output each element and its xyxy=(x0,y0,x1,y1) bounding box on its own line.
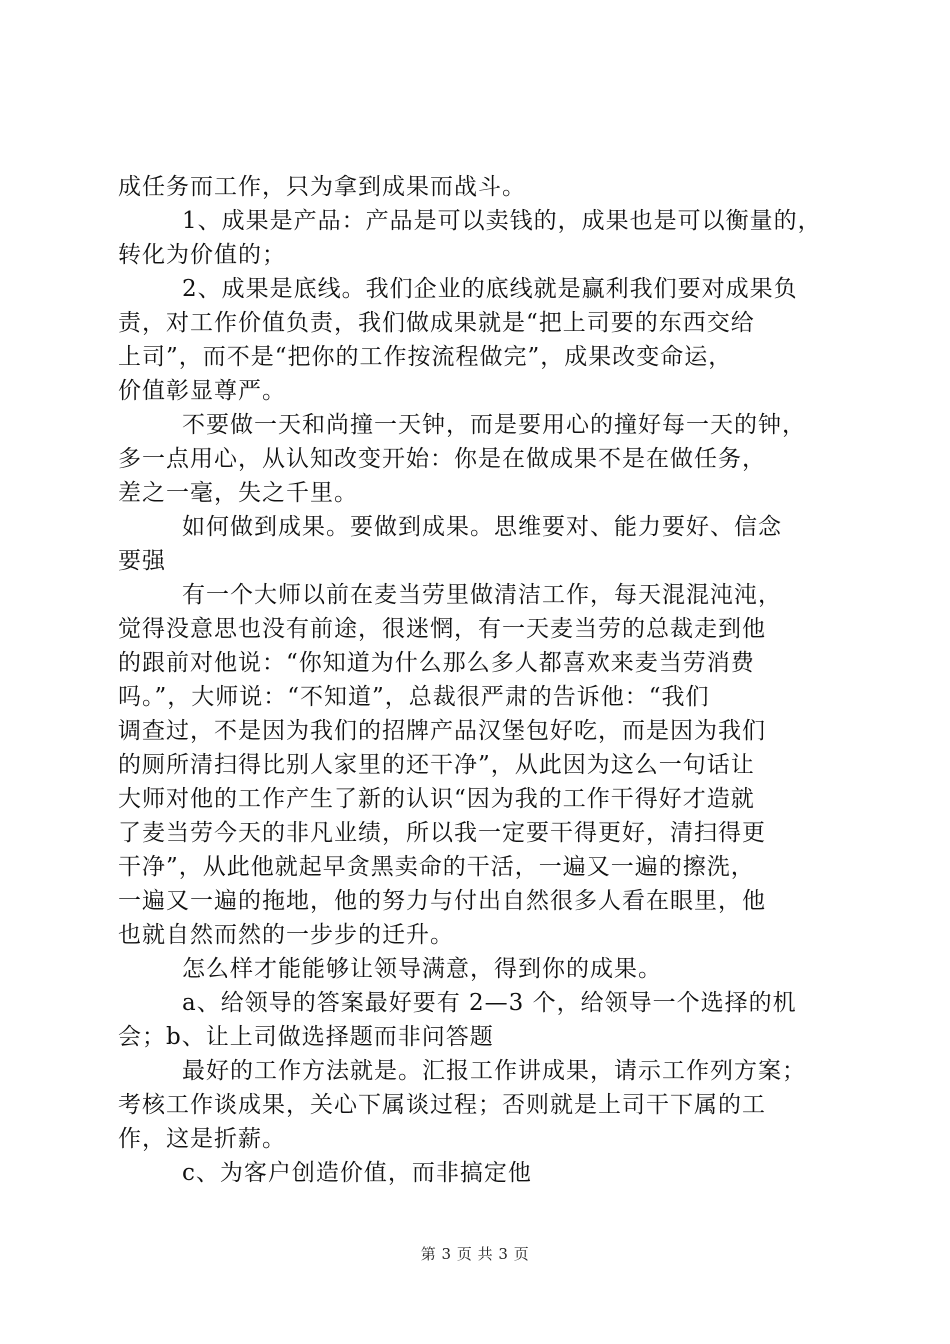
text-line: 最好的工作方法就是。汇报工作讲成果，请示工作列方案； xyxy=(182,1058,806,1084)
text-line: 责，对工作价值负责，我们做成果就是“把上司要的东西交给 xyxy=(118,310,755,336)
text-line: 也就自然而然的一步步的迁升。 xyxy=(118,922,454,948)
text-line: 一遍又一遍的拖地，他的努力与付出自然很多人看在眼里，他 xyxy=(118,888,766,914)
text-line: 吗。”，大师说：“不知道”，总裁很严肃的告诉他：“我们 xyxy=(118,684,710,710)
text-line: c、为客户创造价值，而非搞定他 xyxy=(182,1160,532,1186)
text-line: 觉得没意思也没有前途，很迷惘，有一天麦当劳的总裁走到他 xyxy=(118,616,766,642)
text-line: 价值彰显尊严。 xyxy=(118,378,286,404)
document-body xyxy=(118,170,838,1190)
text-line: 作，这是折薪。 xyxy=(118,1126,286,1152)
text-line: a、给领导的答案最好要有 2—3 个，给领导一个选择的机 xyxy=(182,990,797,1016)
text-line: 1、成果是产品：产品是可以卖钱的，成果也是可以衡量的， xyxy=(182,208,822,234)
text-line: 转化为价值的； xyxy=(118,242,286,268)
page-footer: 第 3 页 共 3 页 xyxy=(420,1245,530,1263)
text-line: 2、成果是底线。我们企业的底线就是赢利我们要对成果负 xyxy=(182,276,798,302)
text-line: 怎么样才能能够让领导满意，得到你的成果。 xyxy=(182,956,662,982)
text-line: 大师对他的工作产生了新的认识“因为我的工作干得好才造就 xyxy=(118,786,755,812)
text-line: 调查过，不是因为我们的招牌产品汉堡包好吃，而是因为我们 xyxy=(118,718,766,744)
text-line: 会；b、让上司做选择题而非问答题 xyxy=(118,1024,494,1050)
text-line: 干净”，从此他就起早贪黑卖命的干活，一遍又一遍的擦洗， xyxy=(118,854,755,880)
text-line: 要强 xyxy=(118,548,166,574)
text-line: 的厕所清扫得比别人家里的还干净”，从此因为这么一句话让 xyxy=(118,752,755,778)
text-line: 的跟前对他说：“你知道为什么那么多人都喜欢来麦当劳消费 xyxy=(118,650,755,676)
text-line: 多一点用心，从认知改变开始：你是在做成果不是在做任务， xyxy=(118,446,766,472)
text-line: 差之一毫，失之千里。 xyxy=(118,480,358,506)
text-line: 了麦当劳今天的非凡业绩，所以我一定要干得更好，清扫得更 xyxy=(118,820,766,846)
text-line: 有一个大师以前在麦当劳里做清洁工作，每天混混沌沌， xyxy=(182,582,782,608)
text-line: 如何做到成果。要做到成果。思维要对、能力要好、信念 xyxy=(182,514,782,540)
text-line: 考核工作谈成果，关心下属谈过程；否则就是上司干下属的工 xyxy=(118,1092,766,1118)
text-line: 成任务而工作，只为拿到成果而战斗。 xyxy=(118,174,526,200)
text-line: 上司”，而不是“把你的工作按流程做完”，成果改变命运， xyxy=(118,344,733,370)
text-line: 不要做一天和尚撞一天钟，而是要用心的撞好每一天的钟， xyxy=(182,412,806,438)
